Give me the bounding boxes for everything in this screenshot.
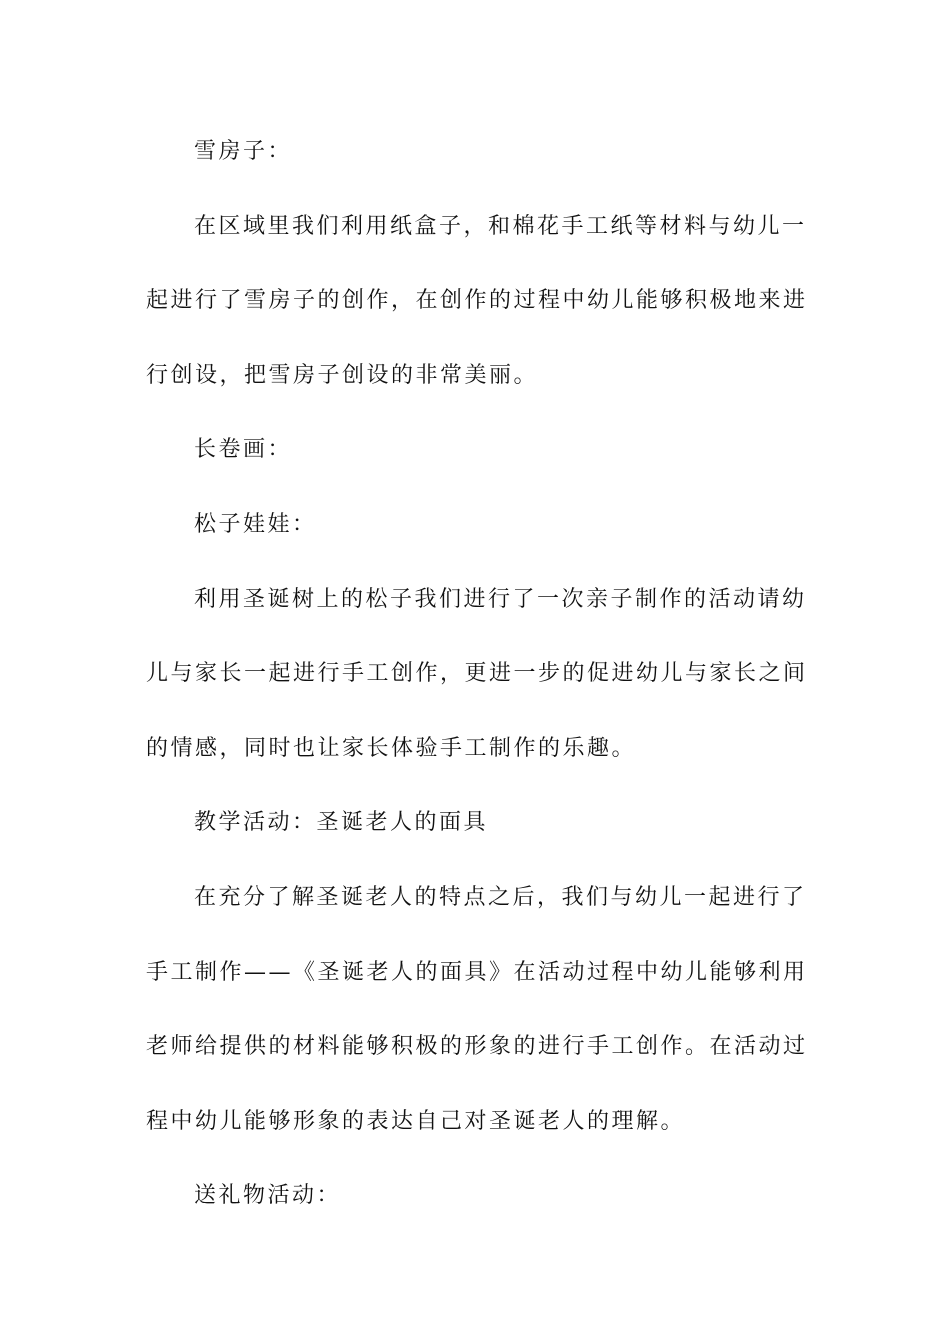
heading-long-scroll: 长卷画： (194, 437, 293, 462)
paragraph-line: 程中幼儿能够形象的表达自己对圣诞老人的理解。 (146, 1109, 686, 1134)
heading-teaching-activity: 教学活动：圣诞老人的面具 (194, 810, 489, 835)
paragraph-line: 在区域里我们利用纸盒子，和棉花手工纸等材料与幼儿一 (194, 214, 807, 239)
paragraph-line: 在充分了解圣诞老人的特点之后，我们与幼儿一起进行了 (194, 885, 807, 910)
paragraph-line: 起进行了雪房子的创作，在创作的过程中幼儿能够积极地来进 (146, 288, 808, 313)
heading-gift-activity: 送礼物活动： (194, 1183, 342, 1208)
heading-pinecone-doll: 松子娃娃： (194, 512, 317, 537)
paragraph-line: 行创设，把雪房子创设的非常美丽。 (146, 363, 539, 388)
paragraph-line: 利用圣诞树上的松子我们进行了一次亲子制作的活动请幼 (194, 587, 807, 612)
paragraph-line: 儿与家长一起进行手工创作，更进一步的促进幼儿与家长之间 (146, 661, 808, 686)
paragraph-line: 手工制作——《圣诞老人的面具》在活动过程中幼儿能够利用 (146, 960, 808, 985)
heading-snow-house: 雪房子： (194, 139, 293, 164)
paragraph-line: 老师给提供的材料能够积极的形象的进行手工创作。在活动过 (146, 1034, 808, 1059)
paragraph-line: 的情感，同时也让家长体验手工制作的乐趣。 (146, 736, 637, 761)
